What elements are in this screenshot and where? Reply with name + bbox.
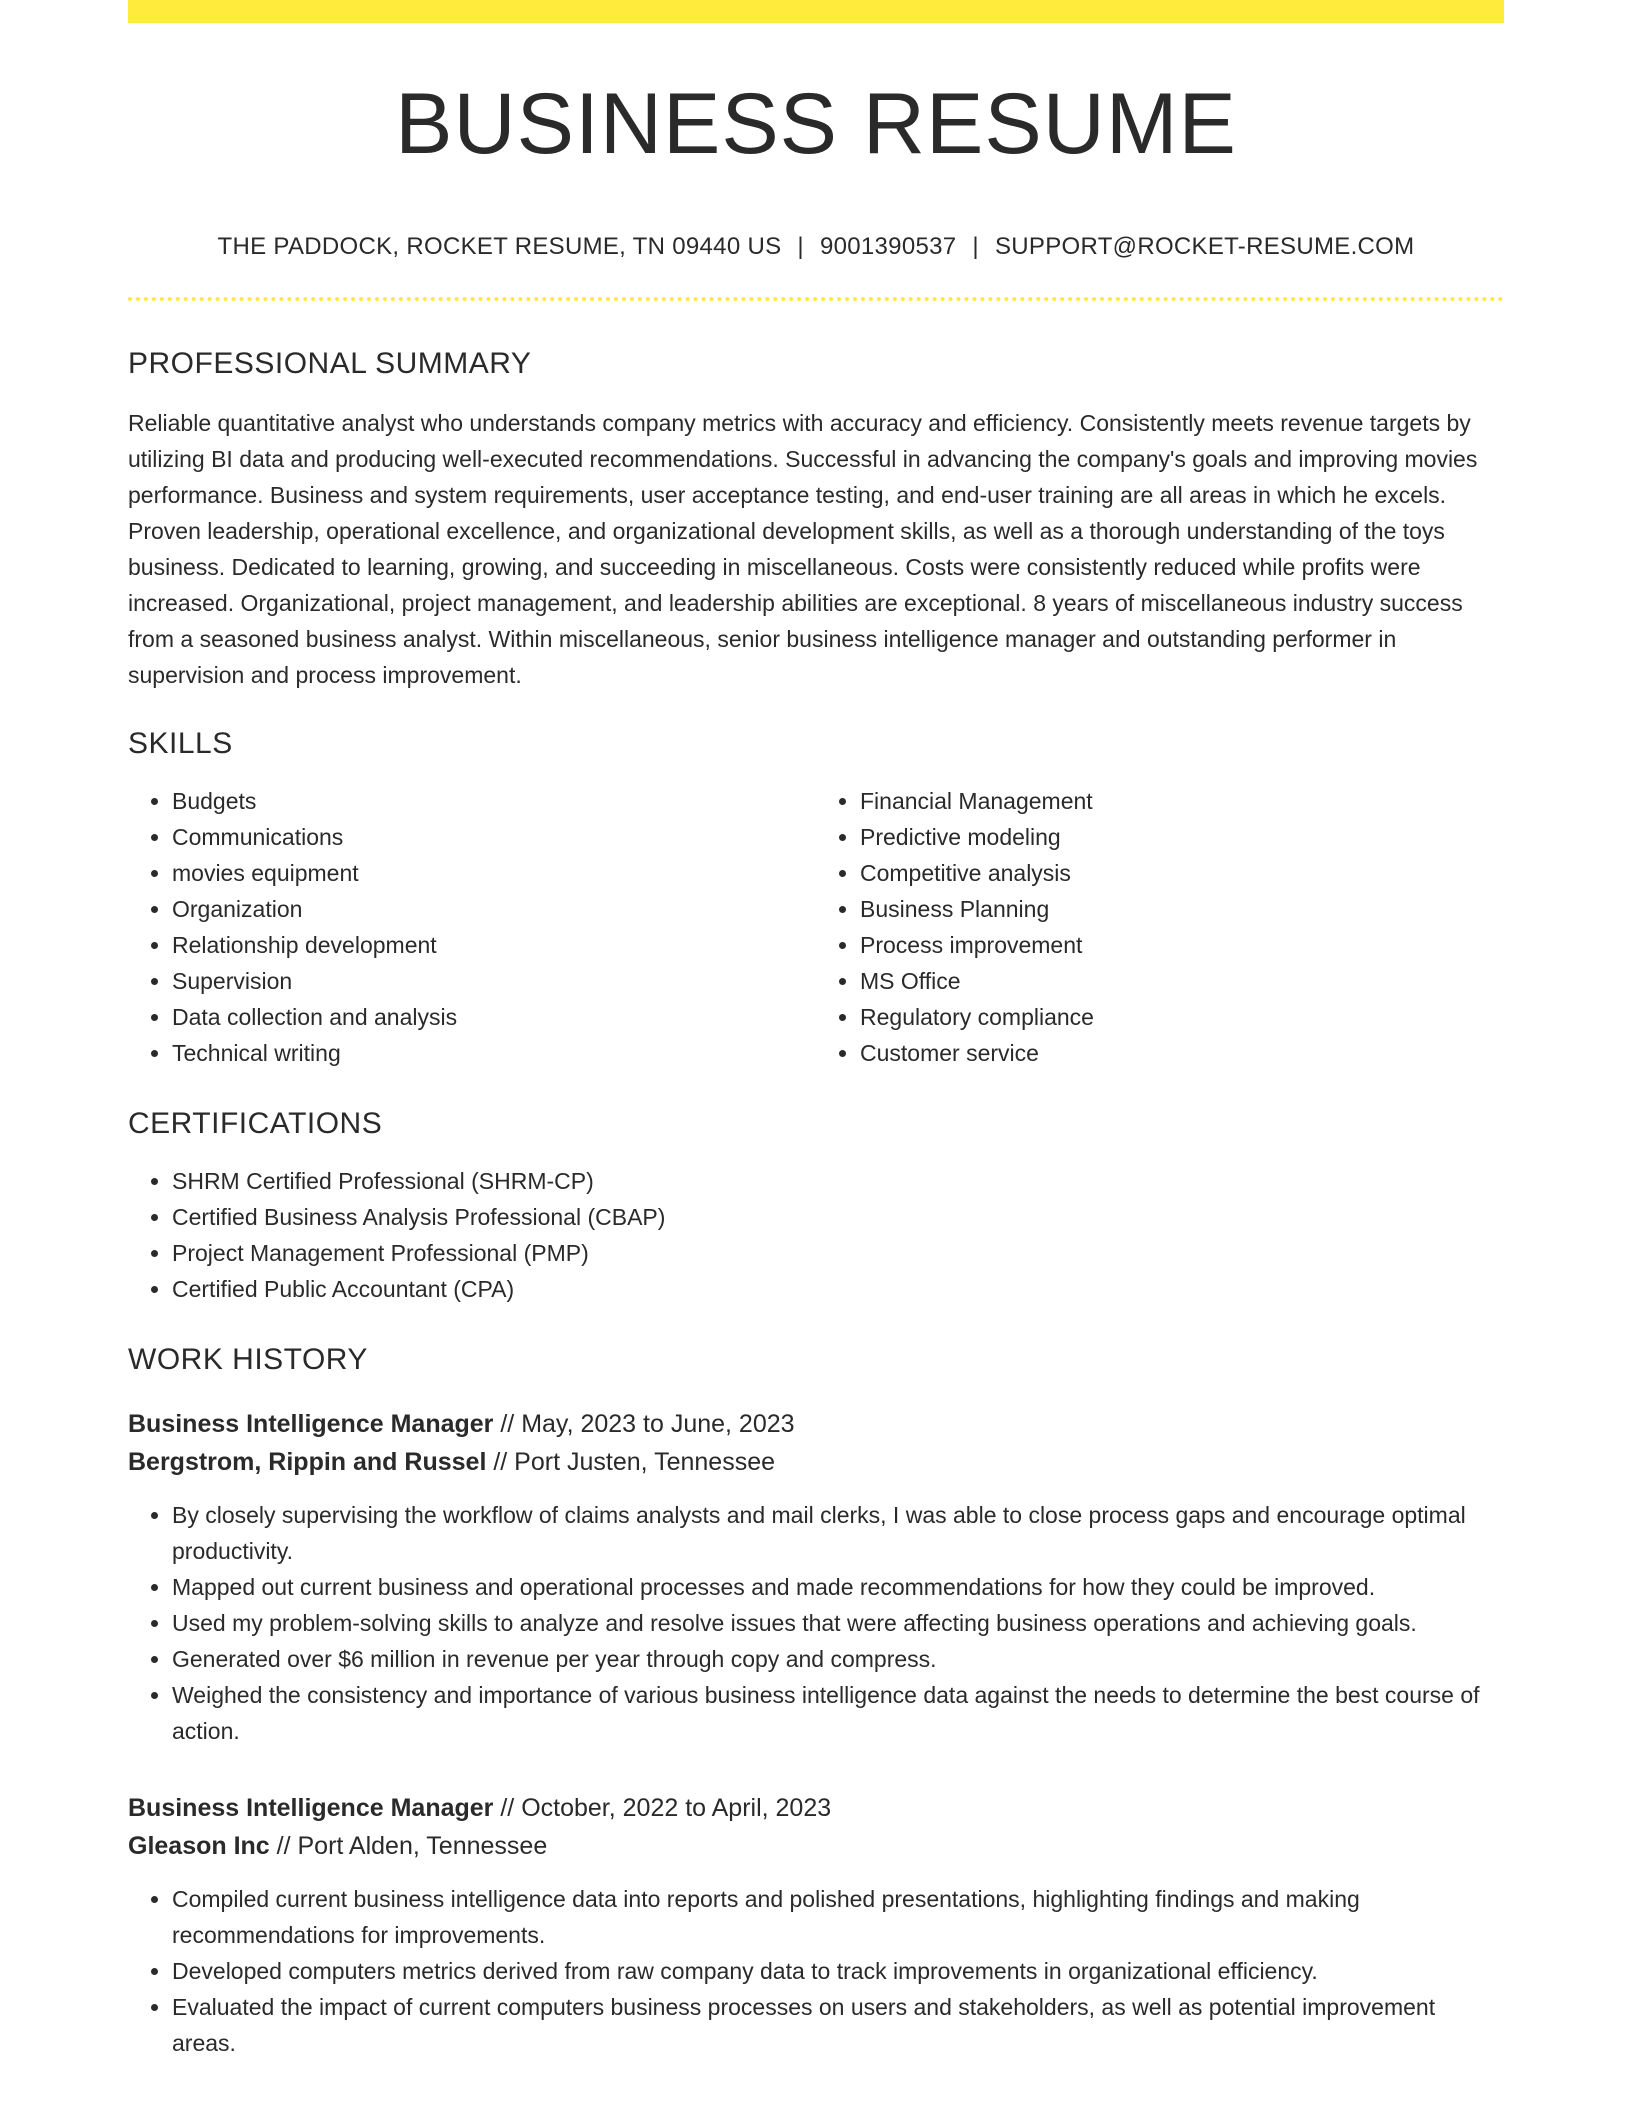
job-company-line [128,1827,1504,1865]
job-title-line [128,1789,1504,1827]
separator: | [797,233,804,260]
certification-item: • Project Management Professional (PMP) [172,1235,1504,1271]
resume-title: BUSINESS RESUME [395,76,1237,172]
job-company-line [128,1443,1504,1481]
job-title-line [128,1405,1504,1443]
job-company: Gleason Inc [128,1832,270,1860]
skill-item: • Customer service [860,1035,1504,1071]
job-dates: // October, 2022 to April, 2023 [500,1794,832,1822]
skills-column-left [128,783,816,1071]
skill-item: • Financial Management [860,783,1504,819]
job-bullets [128,1497,1504,1749]
email[interactable]: SUPPORT@ROCKET-RESUME.COM [994,233,1415,260]
summary-text: Reliable quantitative analyst who understands company metrics with accuracy and efficiency. Consistently meets revenue targets by utilizing BI data and producing well-executed recommendations. Successful in advancing the company's goals and improving movies performance. Business and system requirements, user acceptance testing, and end-user training are all areas in which he excels. Proven leadership, operational excellence, and organizational development skills, as well as a thorough understanding of the toys business. Dedicated to learning, growing, and succeeding in miscellaneous. Costs were consistently reduced while profits were increased. Organizational, project management, and leadership abilities are exceptional. 8 years of miscellaneous industry success from a seasoned business analyst. Within miscellaneous, senior business intelligence manager and outstanding performer in supervision and process improvement. [128,410,1478,688]
skill-item: • MS Office [860,963,1504,999]
skill-item: • Relationship development [172,927,816,963]
accent-bar [128,0,1504,23]
job-bullet: • By closely supervising the workflow of claims analysts and mail clerks, I was able to close process gaps and encourage optimal productivity. [172,1497,1504,1569]
job-bullets [128,1881,1504,2061]
skill-item: • movies equipment [172,855,816,891]
job-bullet: • Mapped out current business and operational processes and made recommendations for how they could be improved. [172,1569,1504,1605]
separator: | [972,233,979,260]
skill-item: • Data collection and analysis [172,999,816,1035]
job-bullet: • Weighed the consistency and importance of various business intelligence data against the needs to determine the best course of action. [172,1677,1504,1749]
skill-item: • Process improvement [860,927,1504,963]
skill-item: • Technical writing [172,1035,816,1071]
skills-column-right [816,783,1504,1071]
certification-item: • Certified Business Analysis Professional (CBAP) [172,1199,1504,1235]
contact-line [128,235,1504,259]
section-heading-work-history: WORK HISTORY [128,1343,368,1376]
skill-item: • Predictive modeling [860,819,1504,855]
section-heading-summary: PROFESSIONAL SUMMARY [128,347,532,380]
skill-item: • Communications [172,819,816,855]
job-location: // Port Justen, Tennessee [493,1448,775,1476]
dotted-divider [128,297,1504,301]
job-entry [128,1405,1504,1749]
address: THE PADDOCK, ROCKET RESUME, TN 09440 US [217,233,782,260]
job-bullet: • Developed computers metrics derived from raw company data to track improvements in organizational efficiency. [172,1953,1504,1989]
job-bullet: • Compiled current business intelligence data into reports and polished presentations, highlighting findings and making recommendations for improvements. [172,1881,1504,1953]
job-dates: // May, 2023 to June, 2023 [500,1410,795,1438]
job-entry [128,1789,1504,2061]
job-bullet: • Used my problem-solving skills to analyze and resolve issues that were affecting business operations and achieving goals. [172,1605,1504,1641]
certifications-list [128,1163,1504,1307]
section-heading-skills: SKILLS [128,727,233,760]
certification-item: • Certified Public Accountant (CPA) [172,1271,1504,1307]
resume-page [128,0,1504,2061]
job-bullet: • Evaluated the impact of current computers business processes on users and stakeholders, as well as potential improvement areas. [172,1989,1504,2061]
skill-item: • Supervision [172,963,816,999]
skills-list [128,783,1504,1071]
skill-item: • Business Planning [860,891,1504,927]
skill-item: • Budgets [172,783,816,819]
certification-item: • SHRM Certified Professional (SHRM-CP) [172,1163,1504,1199]
job-title: Business Intelligence Manager [128,1410,494,1438]
section-heading-certifications: CERTIFICATIONS [128,1107,383,1140]
job-title: Business Intelligence Manager [128,1794,494,1822]
skill-item: • Regulatory compliance [860,999,1504,1035]
skill-item: • Organization [172,891,816,927]
skill-item: • Competitive analysis [860,855,1504,891]
phone[interactable]: 9001390537 [819,233,957,260]
job-company: Bergstrom, Rippin and Russel [128,1448,487,1476]
job-location: // Port Alden, Tennessee [276,1832,548,1860]
job-bullet: • Generated over $6 million in revenue per year through copy and compress. [172,1641,1504,1677]
